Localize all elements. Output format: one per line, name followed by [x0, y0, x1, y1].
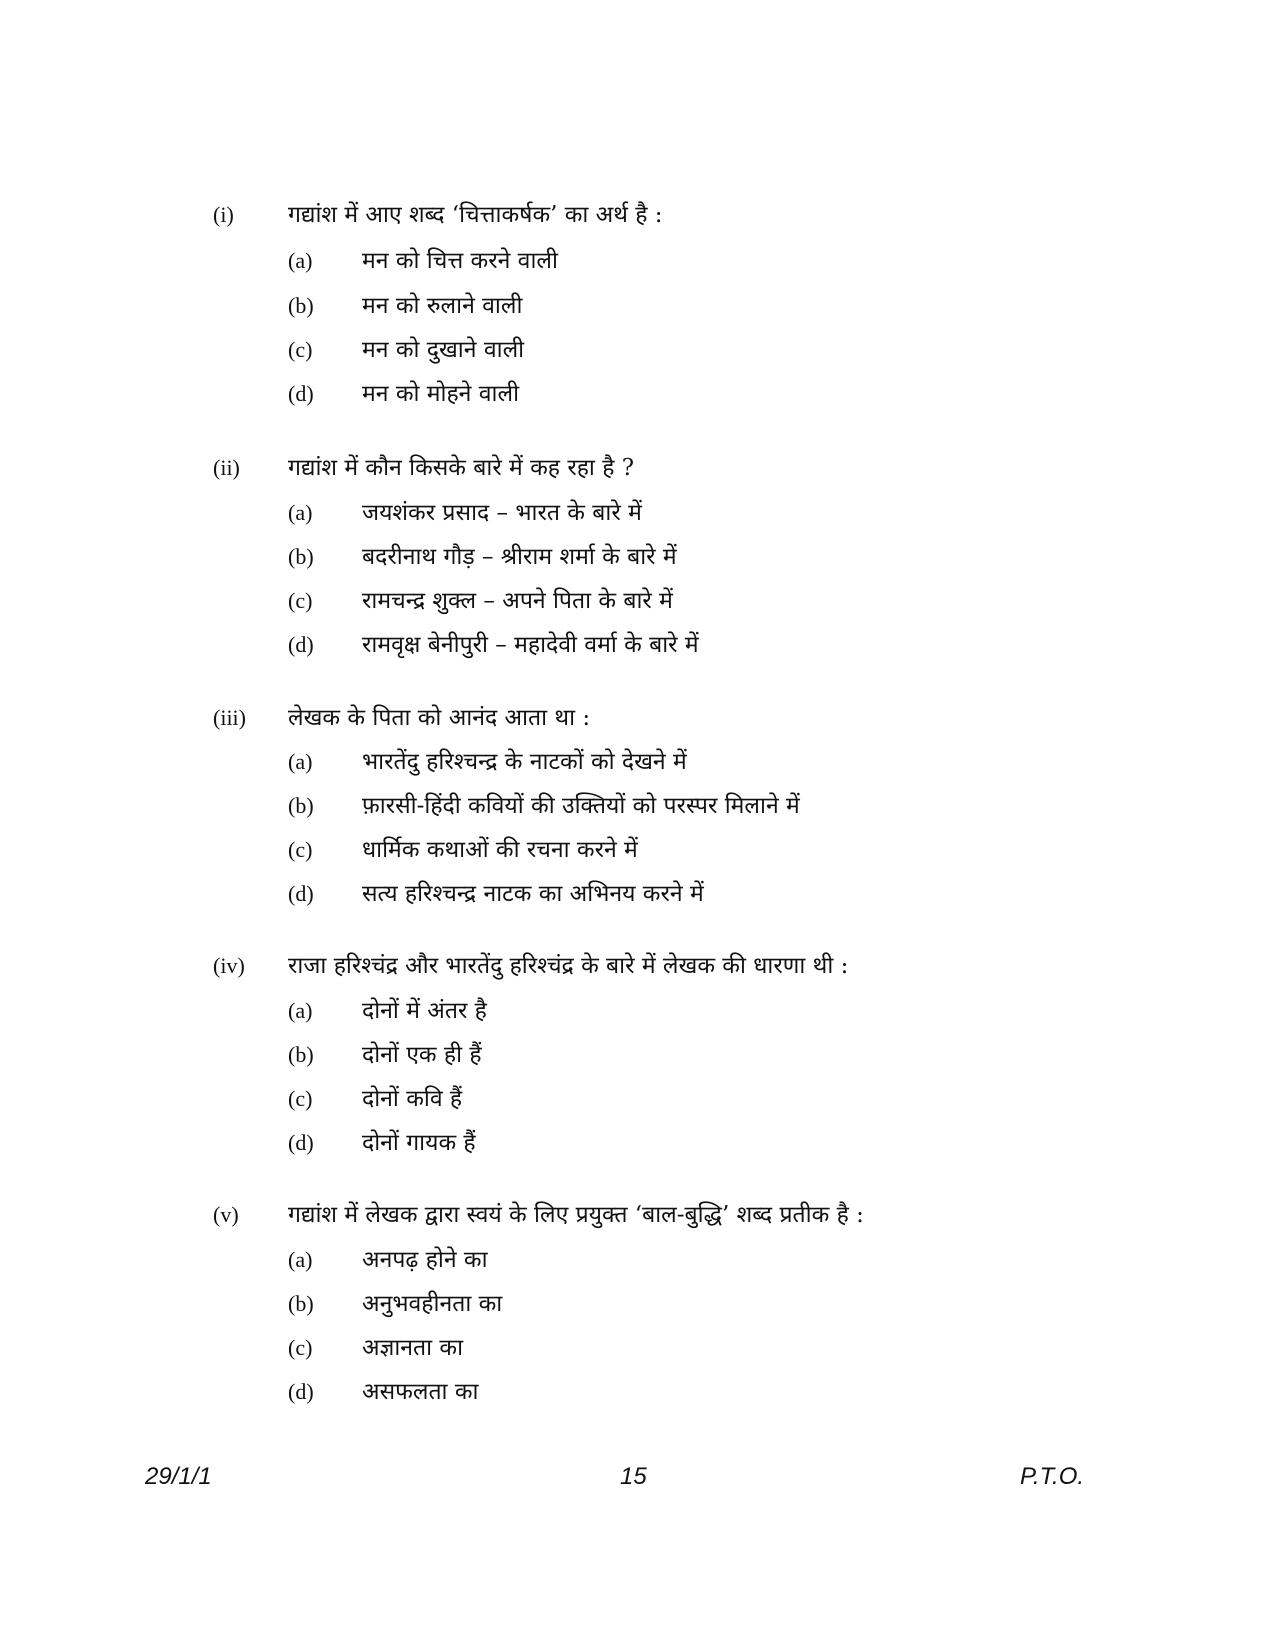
option-d	[0, 879, 1275, 909]
option-text: अनुभवहीनता का	[362, 1291, 503, 1317]
option-text: धार्मिक कथाओं की रचना करने में	[362, 837, 638, 863]
option-b	[0, 542, 1275, 572]
option-b	[0, 1289, 1275, 1319]
option-label: (a)	[288, 998, 313, 1023]
option-label: (c)	[288, 837, 313, 862]
question-number: (i)	[213, 202, 234, 227]
option-text: रामचन्द्र शुक्ल – अपने पिता के बारे में	[362, 588, 673, 614]
question-number: (iii)	[213, 705, 246, 730]
option-label: (c)	[288, 1086, 313, 1111]
option-label: (d)	[288, 881, 314, 906]
option-text: मन को मोहने वाली	[362, 381, 520, 407]
option-text: भारतेंदु हरिश्चन्द्र के नाटकों को देखने में	[362, 749, 687, 775]
option-d	[0, 1128, 1275, 1158]
option-c	[0, 586, 1275, 616]
option-label: (b)	[288, 544, 314, 569]
option-text: दोनों में अंतर है	[362, 998, 487, 1024]
option-text: दोनों एक ही हैं	[362, 1042, 482, 1068]
question-text: गद्यांश में कौन किसके बारे में कह रहा है ?	[288, 455, 635, 481]
option-a	[0, 1245, 1275, 1275]
option-label: (a)	[288, 749, 313, 774]
option-text: मन को चित्त करने वाली	[362, 248, 558, 274]
option-c	[0, 1084, 1275, 1114]
question-number: (ii)	[213, 455, 240, 480]
option-text: जयशंकर प्रसाद – भारत के बारे में	[362, 500, 642, 526]
page-number: 15	[620, 1463, 647, 1490]
option-text: असफलता का	[362, 1379, 479, 1405]
option-c	[0, 1333, 1275, 1363]
option-b	[0, 791, 1275, 821]
option-text: रामवृक्ष बेनीपुरी – महादेवी वर्मा के बारे में	[362, 632, 699, 658]
option-label: (a)	[288, 500, 313, 525]
option-c	[0, 335, 1275, 365]
question-text: राजा हरिश्चंद्र और भारतेंदु हरिश्चंद्र के बारे में लेखक की धारणा थी :	[288, 953, 849, 979]
option-label: (c)	[288, 1335, 313, 1360]
question-text: गद्यांश में लेखक द्वारा स्वयं के लिए प्रयुक्त ‘बाल-बुद्धि’ शब्द प्रतीक है :	[288, 1202, 864, 1228]
option-label: (d)	[288, 381, 314, 406]
option-a	[0, 747, 1275, 777]
option-label: (b)	[288, 793, 314, 818]
option-text: अज्ञानता का	[362, 1335, 464, 1361]
question-number: (v)	[213, 1202, 239, 1227]
option-d	[0, 379, 1275, 409]
option-label: (d)	[288, 1379, 314, 1404]
option-text: मन को रुलाने वाली	[362, 293, 523, 319]
option-label: (c)	[288, 588, 313, 613]
option-d	[0, 630, 1275, 660]
option-d	[0, 1377, 1275, 1407]
option-text: मन को दुखाने वाली	[362, 337, 525, 363]
option-label: (d)	[288, 632, 314, 657]
option-label: (b)	[288, 1291, 314, 1316]
option-text: दोनों गायक हैं	[362, 1130, 476, 1156]
option-label: (b)	[288, 1042, 314, 1067]
paper-code: 29/1/1	[145, 1463, 212, 1490]
option-label: (d)	[288, 1130, 314, 1155]
question-text: गद्यांश में आए शब्द ‘चित्ताकर्षक’ का अर्थ है :	[288, 202, 663, 228]
question-text: लेखक के पिता को आनंद आता था :	[288, 705, 591, 731]
option-a	[0, 996, 1275, 1026]
option-b	[0, 1040, 1275, 1070]
option-b	[0, 291, 1275, 321]
option-label: (a)	[288, 1247, 313, 1272]
option-text: फ़ारसी-हिंदी कवियों की उक्तियों को परस्पर मिलाने में	[362, 793, 800, 819]
question-number: (iv)	[213, 953, 245, 978]
option-a	[0, 246, 1275, 276]
option-label: (c)	[288, 337, 313, 362]
option-label: (b)	[288, 293, 314, 318]
pto-label: P.T.O.	[1020, 1463, 1085, 1490]
option-text: बदरीनाथ गौड़ – श्रीराम शर्मा के बारे में	[362, 544, 677, 570]
option-text: सत्य हरिश्चन्द्र नाटक का अभिनय करने में	[362, 881, 704, 907]
option-c	[0, 835, 1275, 865]
option-a	[0, 498, 1275, 528]
option-text: दोनों कवि हैं	[362, 1086, 463, 1112]
option-label: (a)	[288, 248, 313, 273]
option-text: अनपढ़ होने का	[362, 1247, 488, 1273]
